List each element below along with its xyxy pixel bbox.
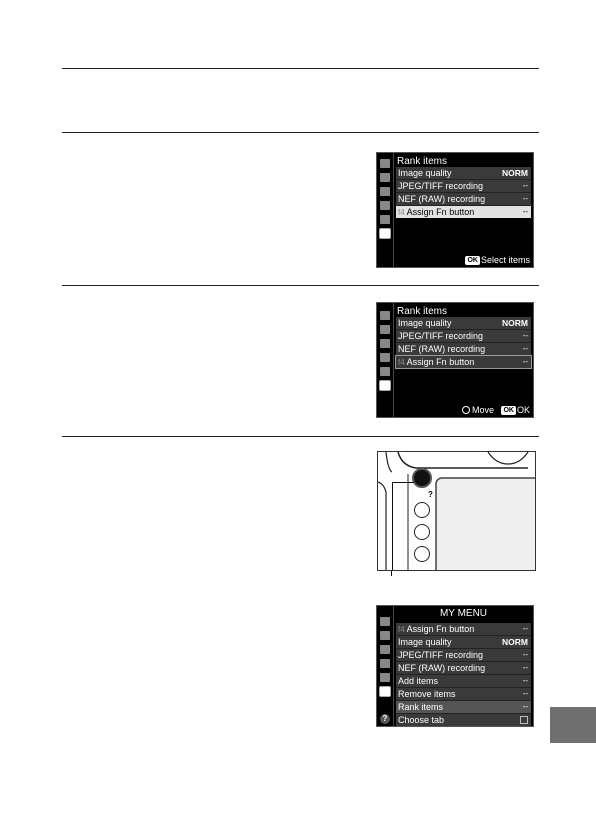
playback-menu-icon[interactable] bbox=[380, 159, 390, 168]
menu-item-jpeg-tiff[interactable]: JPEG/TIFF recording -- bbox=[396, 180, 531, 193]
footer-hint: Move OK OK bbox=[462, 405, 530, 415]
menu-item-nef-raw[interactable]: NEF (RAW) recording -- bbox=[396, 343, 531, 356]
menu-item-nef-raw[interactable]: NEF (RAW) recording -- bbox=[396, 662, 531, 675]
menu-sidebar bbox=[377, 303, 394, 417]
rank-items-screen-move bbox=[376, 302, 534, 418]
camera-back-illustration bbox=[377, 451, 536, 571]
my-menu-icon[interactable] bbox=[380, 687, 390, 696]
setup-menu-icon[interactable] bbox=[380, 353, 390, 362]
rank-items-screen-select bbox=[376, 152, 534, 268]
screen-title: MY MENU bbox=[439, 608, 488, 619]
callout-leader-line bbox=[392, 482, 393, 571]
menu-item-assign-fn-moving[interactable]: f4 Assign Fn button -- bbox=[396, 356, 531, 368]
multi-selector-icon bbox=[462, 406, 470, 414]
my-menu-icon[interactable] bbox=[380, 381, 390, 390]
ok-button-icon: OK bbox=[503, 407, 514, 414]
screen-title: Rank items bbox=[397, 156, 448, 167]
retouch-menu-icon[interactable] bbox=[380, 367, 390, 376]
menu-item-rank-items[interactable]: Rank items -- bbox=[396, 701, 531, 714]
screen-title: Rank items bbox=[397, 306, 448, 317]
custom-setting-code: f4 bbox=[398, 208, 405, 217]
custom-settings-icon[interactable] bbox=[380, 645, 390, 654]
callout-leader-extension bbox=[391, 571, 392, 576]
rule-step-1 bbox=[62, 132, 539, 133]
my-menu-screen bbox=[376, 605, 534, 727]
menu-item-choose-tab[interactable]: Choose tab bbox=[396, 714, 531, 726]
help-question-label: ? bbox=[428, 490, 433, 499]
my-menu-icon[interactable] bbox=[380, 229, 390, 238]
menu-item-assign-fn-selected[interactable]: f4 Assign Fn button -- bbox=[396, 206, 531, 218]
menu-button-icon[interactable] bbox=[412, 468, 432, 488]
retouch-menu-icon[interactable] bbox=[380, 673, 390, 682]
rule-step-2 bbox=[62, 285, 539, 286]
setup-menu-icon[interactable] bbox=[380, 659, 390, 668]
rule-top bbox=[62, 68, 539, 69]
footer-hint: OK Select items bbox=[467, 255, 530, 265]
menu-item-add-items[interactable]: Add items -- bbox=[396, 675, 531, 688]
my-menu-tab-icon bbox=[520, 716, 528, 724]
shooting-menu-icon[interactable] bbox=[380, 325, 390, 334]
retouch-menu-icon[interactable] bbox=[380, 215, 390, 224]
custom-settings-icon[interactable] bbox=[380, 339, 390, 348]
playback-menu-icon[interactable] bbox=[380, 311, 390, 320]
chapter-tab-marker bbox=[550, 707, 596, 743]
menu-sidebar bbox=[377, 153, 394, 267]
camera-body-drawing bbox=[378, 452, 536, 571]
menu-item-jpeg-tiff[interactable]: JPEG/TIFF recording -- bbox=[396, 330, 531, 343]
custom-setting-code: f4 bbox=[398, 358, 405, 367]
rule-step-3 bbox=[62, 436, 539, 437]
protect-button-icon[interactable] bbox=[414, 502, 430, 518]
custom-setting-code: f4 bbox=[398, 625, 405, 634]
custom-settings-icon[interactable] bbox=[380, 187, 390, 196]
menu-item-image-quality[interactable]: Image quality NORM bbox=[396, 636, 531, 649]
callout-leader-tick bbox=[392, 482, 414, 483]
menu-sidebar bbox=[377, 606, 394, 726]
zoom-in-button-icon[interactable] bbox=[414, 524, 430, 540]
menu-item-jpeg-tiff[interactable]: JPEG/TIFF recording -- bbox=[396, 649, 531, 662]
shooting-menu-icon[interactable] bbox=[380, 173, 390, 182]
ok-button-icon: OK bbox=[467, 257, 478, 264]
playback-menu-icon[interactable] bbox=[380, 617, 390, 626]
menu-item-nef-raw[interactable]: NEF (RAW) recording -- bbox=[396, 193, 531, 206]
setup-menu-icon[interactable] bbox=[380, 201, 390, 210]
menu-item-assign-fn[interactable]: f4 Assign Fn button -- bbox=[396, 623, 531, 636]
menu-item-remove-items[interactable]: Remove items -- bbox=[396, 688, 531, 701]
help-icon: ? bbox=[380, 714, 390, 724]
zoom-out-button-icon[interactable] bbox=[414, 546, 430, 562]
menu-item-image-quality[interactable]: Image quality NORM bbox=[396, 167, 531, 180]
menu-item-image-quality[interactable]: Image quality NORM bbox=[396, 317, 531, 330]
shooting-menu-icon[interactable] bbox=[380, 631, 390, 640]
